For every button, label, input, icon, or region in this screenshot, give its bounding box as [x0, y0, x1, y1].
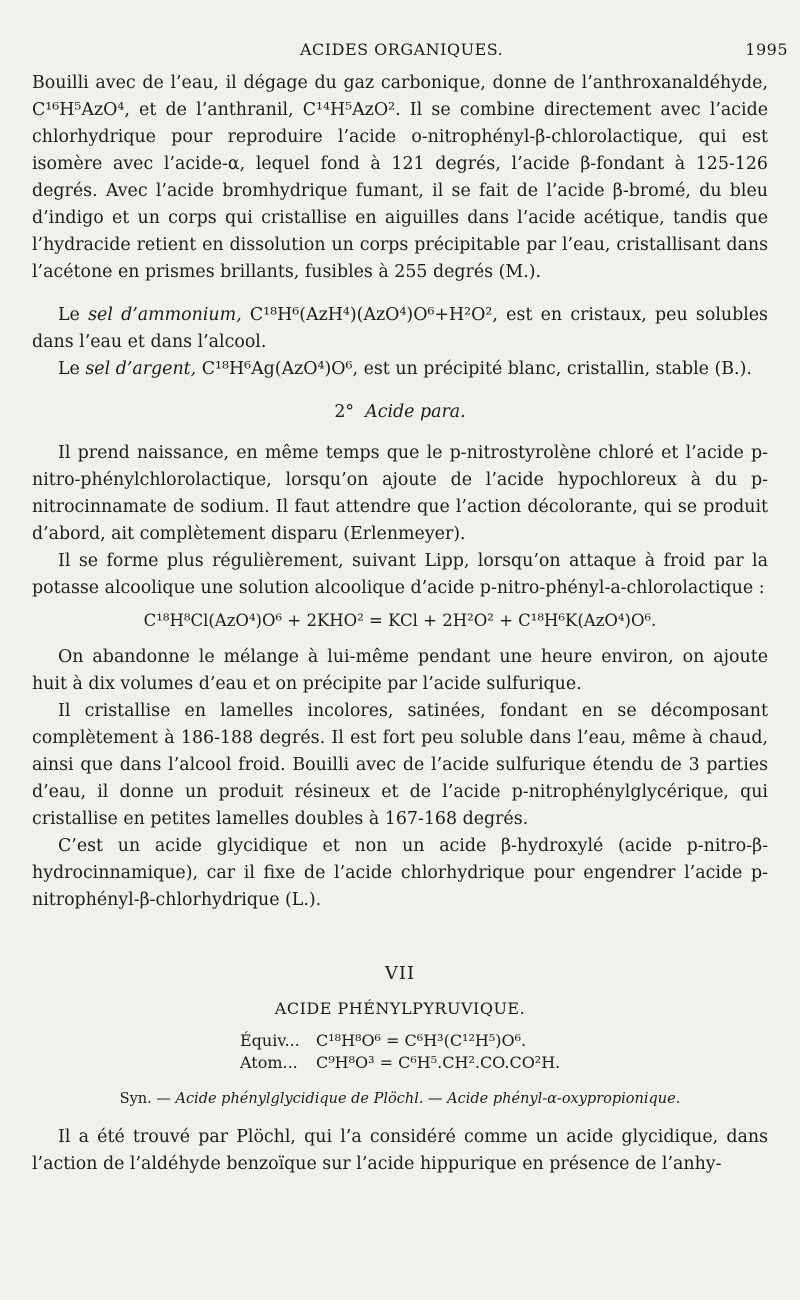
formula-label: Atom... — [240, 1053, 298, 1072]
chapter-number: VII — [384, 963, 416, 984]
page-body — [32, 70, 768, 1178]
synonyms-line: Syn. — Acide phénylglycidique de Plöchl. — Acide phényl-α-oxypropionique. — [119, 1091, 681, 1107]
formula-label: Équiv... — [240, 1031, 300, 1050]
formula-row-equiv — [240, 1030, 768, 1052]
running-title: ACIDES ORGANIQUES. — [300, 40, 504, 59]
paragraph-4: Il prend naissance, en même temps que le p-nitrostyrolène chloré et l’acide p-nitro-phénylchlorolactique, lorsqu’on ajoute de l’acide hypochloreux à du p-nitrocinnamate de sodium. Il faut attendre que l’action décolorante, qui se produit d’abord, ait complètement disparu (Erlenmeyer). — [32, 443, 768, 544]
term-sel-ammonium: sel d’ammonium, — [88, 305, 242, 325]
paragraph-6: On abandonne le mélange à lui-même pendant une heure environ, on ajoute huit à dix volumes d’eau et on précipite par l’acide sulfurique. — [32, 647, 768, 694]
running-header — [32, 40, 788, 64]
term-sel-argent: sel d’argent, — [85, 359, 197, 379]
paragraph-1: Bouilli avec de l’eau, il dégage du gaz carbonique, donne de l’anthroxanaldéhyde, C¹⁶H⁵AzO⁴, et de l’anthranil, C¹⁴H⁵AzO². Il se combine directement avec l’acide chlorhydrique pour reproduire l’acide o-nitrophényl-β-chlorolactique, qui est isomère avec l’acide-α, lequel fond à 121 degrés, l’acide β-fondant à 125-126 degrés. Avec l’acide bromhydrique fumant, il se fait de l’acide β-bromé, du bleu d’indigo et un corps qui cristallise en aiguilles dans l’acide acétique, tandis que l’hydracide retient en dissolution un corps précipitable par l’eau, cristallisant dans l’acétone en prismes brillants, fusibles à 255 degrés (M.). — [32, 73, 768, 282]
formula-value: C⁹H⁸O³ = C⁶H⁵.CH².CO.CO²H. — [316, 1053, 561, 1072]
paragraph-7: Il cristallise en lamelles incolores, satinées, fondant en se décomposant complètement à 186-188 degrés. Il est fort peu soluble dans l’eau, même à chaud, ainsi que dans l’alcool froid. Bouilli avec de l’acide sulfurique étendu de 3 parties d’eau, il donne un produit résineux et de l’acide p-nitrophénylglycérique, qui cristallise en petites lamelles doubles à 167-168 degrés. — [32, 701, 768, 829]
paragraph-silver-salt: Le sel d’argent, C¹⁸H⁶Ag(AzO⁴)O⁶, est un précipité blanc, cristallin, stable (B.). — [58, 359, 752, 379]
formula-block — [240, 1030, 768, 1074]
paragraph-8: C’est un acide glycidique et non un acide β-hydroxylé (acide p-nitro-β-hydrocinnamique), car il fixe de l’acide chlorhydrique pour engendrer l’acide p-nitrophényl-β-chlorhydrique (L.). — [32, 836, 768, 910]
formula-value: C¹⁸H⁸O⁶ = C⁶H³(C¹²H⁵)O⁶. — [316, 1031, 527, 1050]
section-heading-acide-para: 2° Acide para. — [334, 402, 466, 422]
page-number: 1995 — [745, 40, 788, 59]
formula-row-atom — [240, 1052, 768, 1074]
paragraph-5: Il se forme plus régulièrement, suivant Lipp, lorsqu’on attaque à froid par la potasse alcoolique une solution alcoolique d’acide p-nitro-phényl-a-chlorolactique : — [32, 551, 768, 598]
chapter-title: ACIDE PHÉNYLPYRUVIQUE. — [274, 999, 526, 1018]
paragraph-ammonium-salt: Le sel d’ammonium, C¹⁸H⁶(AzH⁴)(AzO⁴)O⁶+H²O², est en cristaux, peu solubles dans l’eau et dans l’alcool. — [32, 305, 768, 352]
equation-1: C¹⁸H⁸Cl(AzO⁴)O⁶ + 2KHO² = KCl + 2H²O² + C¹⁸H⁶K(AzO⁴)O⁶. — [143, 611, 657, 630]
paragraph-9: Il a été trouvé par Plöchl, qui l’a considéré comme un acide glycidique, dans l’action de l’aldéhyde benzoïque sur l’acide hippurique en présence de l’anhy- — [32, 1127, 768, 1174]
